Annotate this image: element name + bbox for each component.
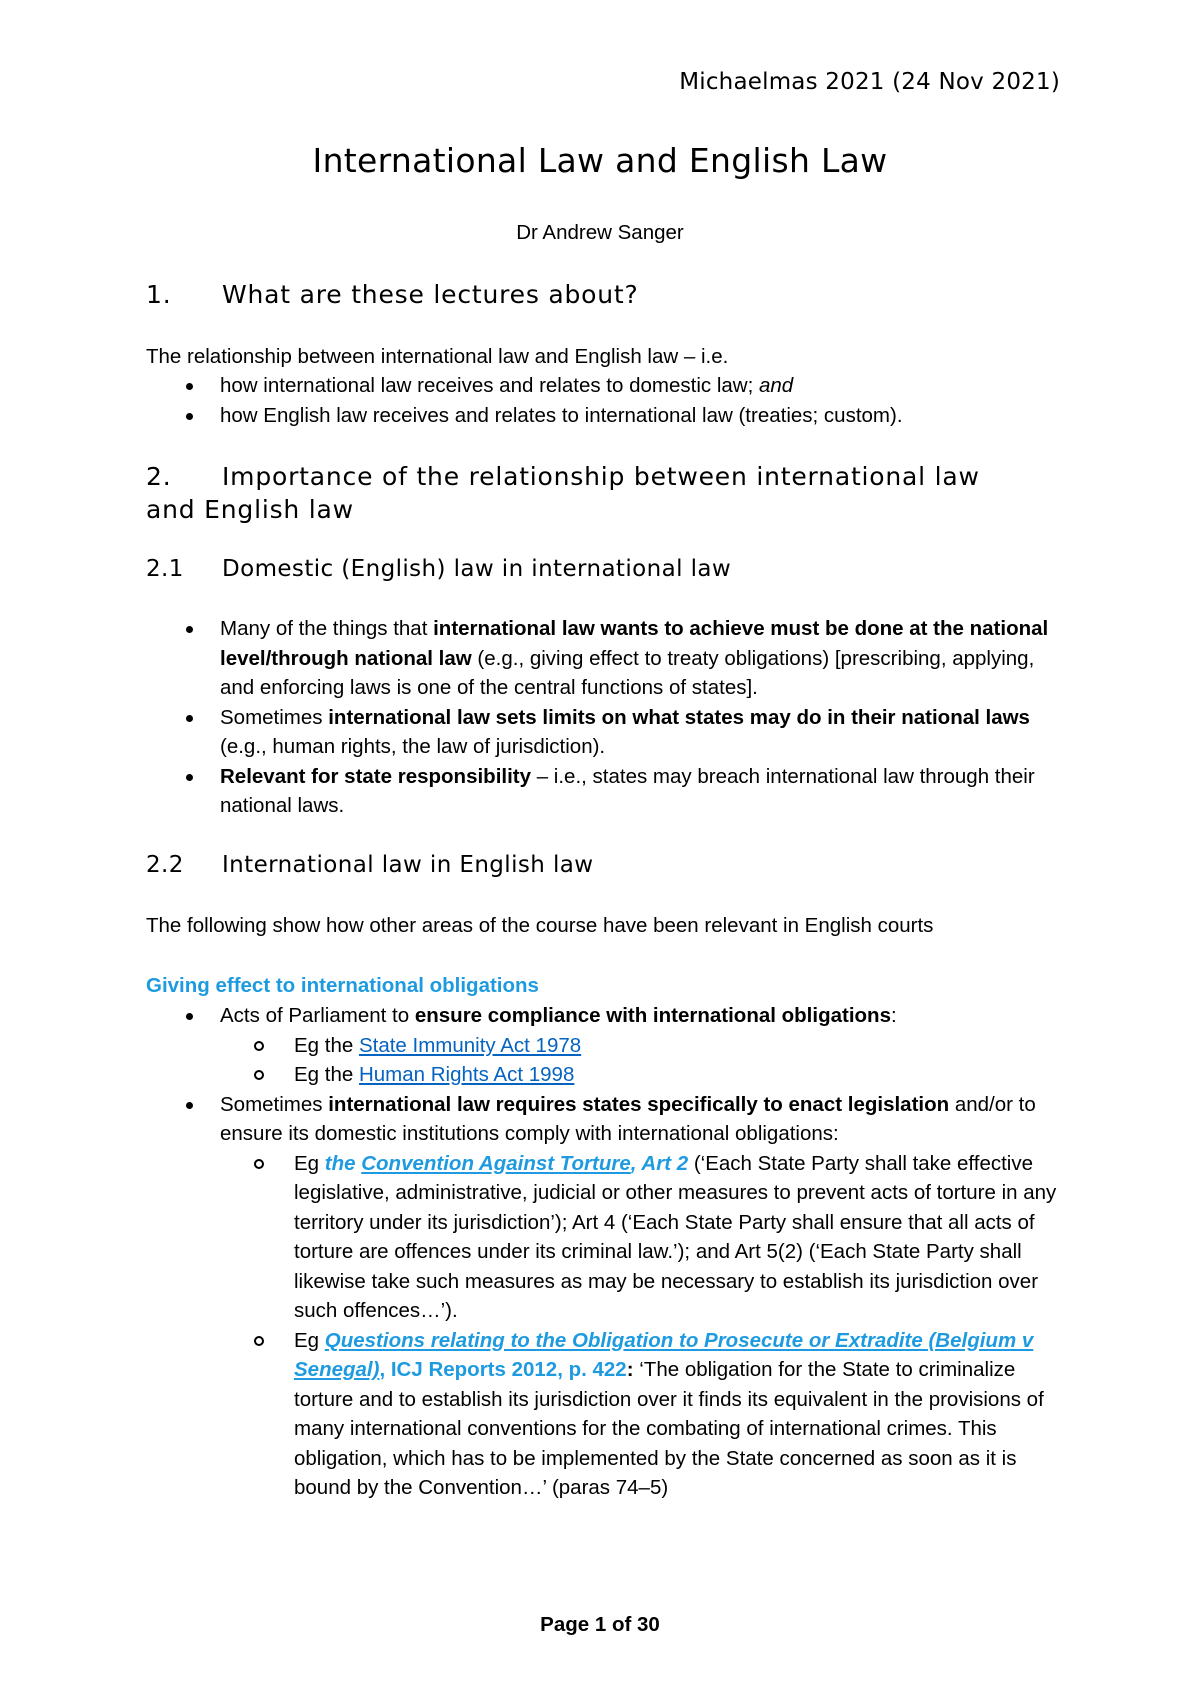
text: (e.g., giving effect to treaty obligations) [prescribing, applying, and enforcing laws is one of the central functions of states]. bbox=[220, 646, 1035, 699]
document-author: Dr Andrew Sanger bbox=[516, 221, 684, 244]
bold-text: international law requires states specifically to enact legislation bbox=[328, 1092, 950, 1116]
sub-bullets bbox=[220, 1149, 1066, 1503]
list-item bbox=[146, 703, 1066, 762]
text: and/or to ensure its domestic institutions comply with international obligations: bbox=[220, 1092, 1036, 1145]
list-item bbox=[146, 614, 1066, 703]
bold-text: Relevant for state responsibility bbox=[220, 764, 532, 788]
list-item bbox=[146, 371, 1066, 401]
human-rights-act-link[interactable]: Human Rights Act 1998 bbox=[358, 1063, 575, 1086]
section-1-number: 1. bbox=[146, 280, 172, 309]
text: – i.e., states may breach international law through their national laws. bbox=[220, 764, 1035, 817]
text: ‘The obligation for the State to criminalize torture and to establish its jurisdiction over it finds its equivalent in the provisions of many international conventions for the combating of international crimes. This obligation, which has to be implemented by the State concerned as soon as it is bound by the Convention…’ (paras 74–5) bbox=[294, 1358, 1044, 1499]
section-2-1-bullets bbox=[146, 614, 1066, 821]
text: (e.g., human rights, the law of jurisdiction). bbox=[220, 735, 606, 758]
bold-text: ensure compliance with international obligations bbox=[414, 1004, 891, 1027]
cite-text: , Art 2 bbox=[630, 1151, 689, 1175]
section-2-1-number: 2.1 bbox=[146, 556, 184, 582]
text: Sometimes bbox=[220, 1092, 329, 1116]
section-2-title-line2: and English law bbox=[146, 495, 354, 524]
list-item: how English law receives and relates to international law (treaties; custom). bbox=[146, 401, 1066, 431]
convention-against-torture-link[interactable]: Convention Against Torture bbox=[361, 1151, 631, 1175]
text: Eg bbox=[294, 1151, 325, 1175]
section-2-1-title: Domestic (English) law in international law bbox=[222, 556, 732, 582]
subheading-giving-effect: Giving effect to international obligations bbox=[146, 974, 539, 997]
text: Eg the bbox=[294, 1033, 359, 1057]
bullet-italic: and bbox=[758, 374, 794, 397]
section-2-2-bullets bbox=[146, 1001, 1066, 1503]
bold-text: : bbox=[626, 1358, 634, 1381]
list-item bbox=[220, 1149, 1066, 1326]
section-2-number: 2. bbox=[146, 462, 172, 491]
section-1-title: What are these lectures about? bbox=[222, 280, 639, 309]
list-item bbox=[220, 1060, 1066, 1090]
section-2-2-heading bbox=[146, 850, 1066, 880]
list-item bbox=[146, 1001, 1066, 1090]
cite-text: the bbox=[324, 1151, 362, 1175]
cite-text: , ICJ Reports 2012, p. 422 bbox=[379, 1358, 627, 1381]
section-2-2-title: International law in English law bbox=[222, 852, 594, 878]
text: Eg bbox=[294, 1328, 325, 1352]
list-item bbox=[220, 1326, 1066, 1503]
section-1-bullets bbox=[146, 371, 1066, 430]
text: (‘Each State Party shall take effective legislative, administrative, judicial or other measures to prevent acts of torture in any territory under its jurisdiction’); Art 4 (‘Each State Party shall ensure that all acts of torture are offences under its criminal law.’); and Art 5(2) (‘Each State Party shall likewise take such measures as may be necessary to establish its jurisdiction over such offences…’). bbox=[294, 1151, 1057, 1322]
text: Eg the bbox=[294, 1063, 359, 1086]
section-1-heading bbox=[146, 278, 1066, 311]
list-item bbox=[220, 1031, 1066, 1061]
page-number: Page 1 of 30 bbox=[540, 1613, 660, 1636]
section-1-intro: The relationship between international law and English law – i.e. bbox=[146, 345, 729, 368]
section-2-2-number: 2.2 bbox=[146, 852, 184, 878]
sub-bullets bbox=[220, 1031, 1066, 1090]
bullet-text: how international law receives and relates to domestic law; bbox=[220, 374, 759, 397]
section-2-heading bbox=[146, 460, 1066, 526]
document-title: International Law and English Law bbox=[312, 141, 888, 180]
state-immunity-act-link[interactable]: State Immunity Act 1978 bbox=[358, 1033, 582, 1057]
text: Sometimes bbox=[220, 705, 329, 729]
belgium-v-senegal-link[interactable]: Questions relating to the Obligation to Prosecute or Extradite (Belgium v Senegal) bbox=[294, 1328, 1034, 1381]
text: Many of the things that bbox=[220, 617, 434, 640]
section-2-2-intro: The following show how other areas of the course have been relevant in English courts bbox=[146, 914, 934, 937]
header-date: Michaelmas 2021 (24 Nov 2021) bbox=[679, 69, 1060, 95]
section-2-1-heading bbox=[146, 554, 1066, 584]
text: : bbox=[890, 1004, 897, 1027]
section-2-title-line1: Importance of the relationship between international law bbox=[222, 462, 980, 491]
list-item bbox=[146, 1090, 1066, 1503]
list-item bbox=[146, 762, 1066, 821]
text: Acts of Parliament to bbox=[220, 1004, 415, 1027]
bold-text: international law sets limits on what states may do in their national laws bbox=[328, 705, 1030, 729]
bold-text: international law wants to achieve must be done at the national level/through national law bbox=[220, 617, 1049, 670]
